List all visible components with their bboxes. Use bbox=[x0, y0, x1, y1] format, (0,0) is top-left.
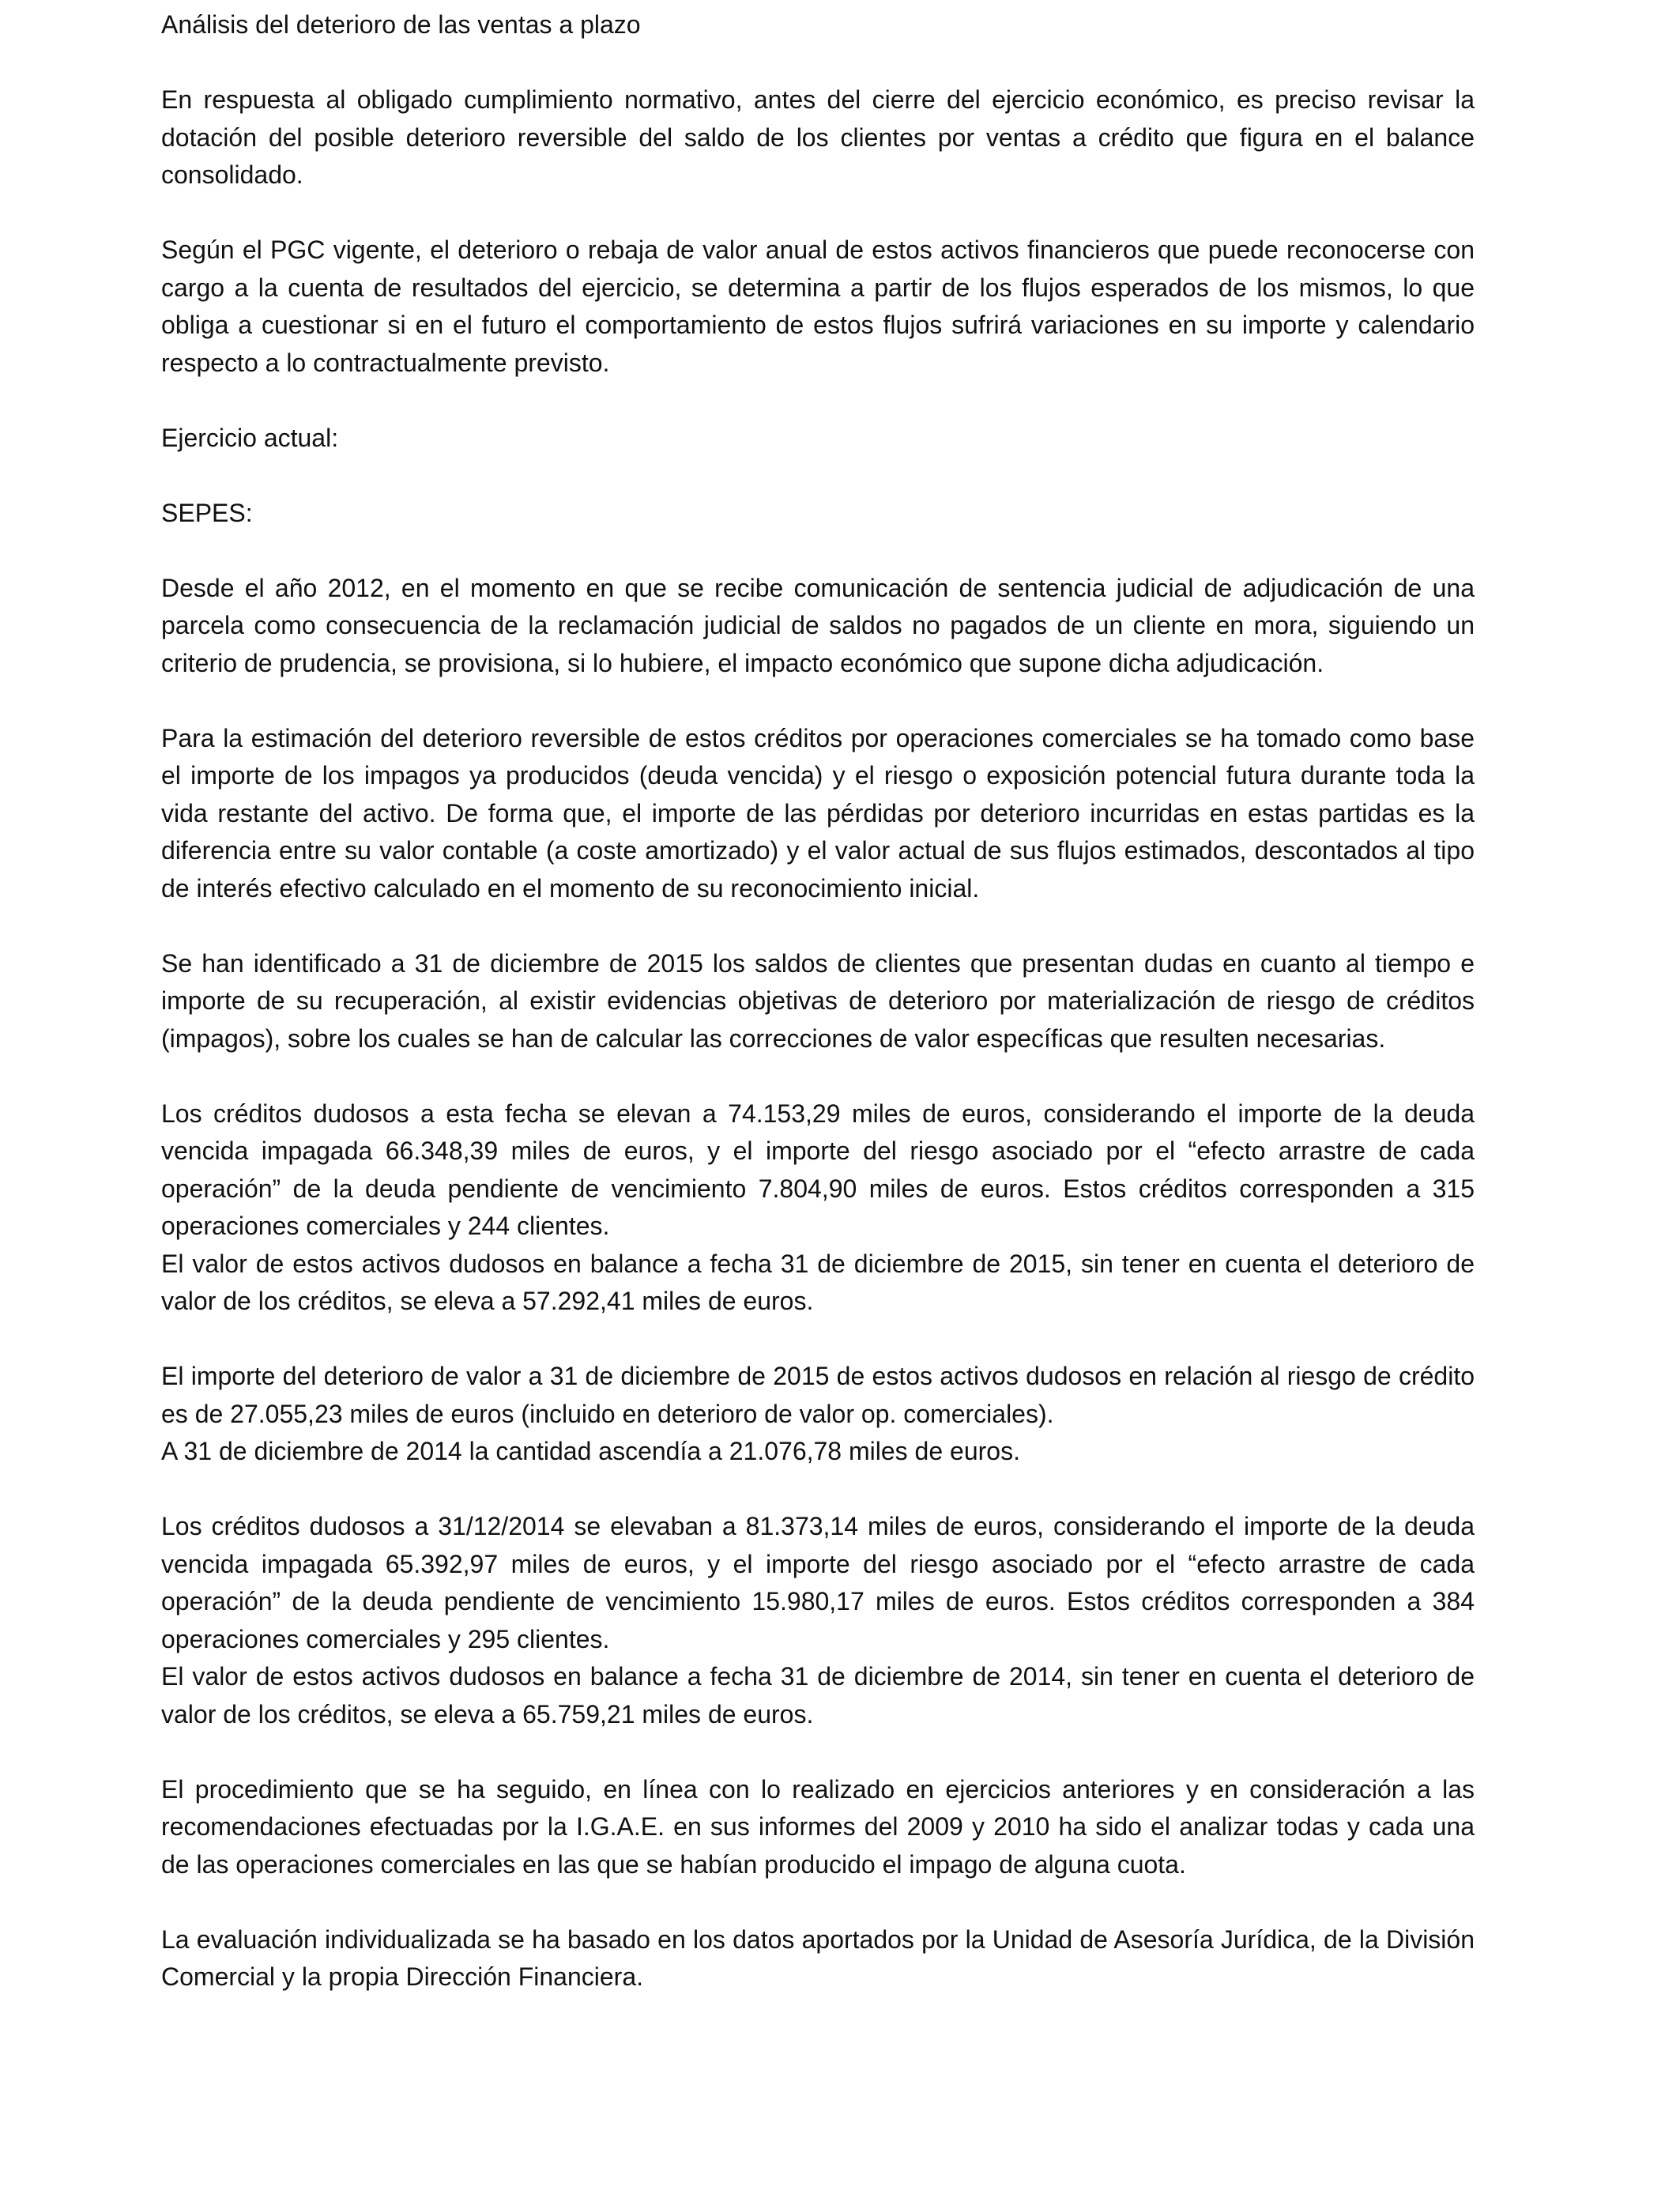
paragraph-spacer bbox=[161, 1057, 1475, 1095]
paragraph-spacer bbox=[161, 382, 1475, 420]
paragraph-spacer bbox=[161, 1321, 1475, 1359]
paragraph-procedimiento: El procedimiento que se ha seguido, en línea con lo realizado en ejercicios anteriores y en consideración a las recomendaciones efectuadas por la I.G.A.E. en sus informes del 2009 y 2010 ha sido el analizar todas y cada una de las operaciones comerciales en las que se habían producido el impago de alguna cuota. bbox=[161, 1774, 1475, 1879]
paragraph-pgc: Según el PGC vigente, el deterioro o rebaja de valor anual de estos activos financieros que puede reconocerse con cargo a la cuenta de resultados del ejercicio, se determina a partir de los flujos esperados de los mismos, lo que obliga a cuestionar si en el futuro el comportamiento de estos flujos sufrirá variaciones en su importe y calendario respecto a lo contractualmente previsto. bbox=[161, 236, 1475, 377]
section-label-sepes: SEPES: bbox=[161, 498, 253, 527]
paragraph-spacer bbox=[161, 682, 1475, 720]
paragraph-creditos-2015: Los créditos dudosos a esta fecha se elevan a 74.153,29 miles de euros, considerando el importe de la deuda vencida impagada 66.348,39 miles de euros, y el importe del riesgo asociado por el “efecto arrastre de cada operación” de la deuda pendiente de vencimiento 7.804,90 miles de euros. Estos créditos corresponden a 315 operaciones comerciales y 244 clientes. bbox=[161, 1099, 1475, 1240]
paragraph-spacer bbox=[161, 1733, 1475, 1771]
paragraph-spacer bbox=[161, 532, 1475, 570]
paragraph-spacer bbox=[161, 44, 1475, 82]
section-label-ejercicio: Ejercicio actual: bbox=[161, 423, 339, 452]
paragraph-spacer bbox=[161, 907, 1475, 945]
paragraph-valor-2014: El valor de estos activos dudosos en balance a fecha 31 de diciembre de 2014, sin tener en cuenta el deterioro de valor de los créditos, se eleva a 65.759,21 miles de euros. bbox=[161, 1662, 1475, 1728]
paragraph-creditos-2014: Los créditos dudosos a 31/12/2014 se elevaban a 81.373,14 miles de euros, considerando el importe de la deuda vencida impagada 65.392,97 miles de euros, y el importe del riesgo asociado por el “efecto arrastre de cada operación” de la deuda pendiente de vencimiento 15.980,17 miles de euros. Estos créditos corresponden a 384 operaciones comerciales y 295 clientes. bbox=[161, 1512, 1475, 1653]
paragraph-deterioro-2015: El importe del deterioro de valor a 31 de diciembre de 2015 de estos activos dudosos en relación al riesgo de crédito es de 27.055,23 miles de euros (incluido en deterioro de valor op. comerciales). bbox=[161, 1362, 1475, 1428]
paragraph-intro: En respuesta al obligado cumplimiento normativo, antes del cierre del ejercicio económico, es preciso revisar la dotación del posible deterioro reversible del saldo de los clientes por ventas a crédito que figura en el balance consolidado. bbox=[161, 85, 1475, 189]
paragraph-adjudicacion: Desde el año 2012, en el momento en que se recibe comunicación de sentencia judicial de adjudicación de una parcela como consecuencia de la reclamación judicial de saldos no pagados de un cliente en mora, siguiendo un criterio de prudencia, se provisiona, si lo hubiere, el impacto económico que supone dicha adjudicación. bbox=[161, 573, 1475, 677]
paragraph-deterioro-2014: A 31 de diciembre de 2014 la cantidad ascendía a 21.076,78 miles de euros. bbox=[161, 1437, 1020, 1465]
paragraph-spacer bbox=[161, 1883, 1475, 1921]
paragraph-evaluacion: La evaluación individualizada se ha basado en los datos aportados por la Unidad de Asesoría Jurídica, de la División Comercial y la propia Dirección Financiera. bbox=[161, 1924, 1475, 1991]
paragraph-spacer bbox=[161, 1471, 1475, 1509]
paragraph-identificacion: Se han identificado a 31 de diciembre de 2015 los saldos de clientes que presentan dudas en cuanto al tiempo e importe de su recuperación, al existir evidencias objetivas de deterioro por materialización de riesgo de créditos (impagos), sobre los cuales se han de calcular las correcciones de valor específicas que resulten necesarias. bbox=[161, 948, 1475, 1053]
paragraph-spacer bbox=[161, 194, 1475, 232]
paragraph-spacer bbox=[161, 457, 1475, 495]
document-title: Análisis del deterioro de las ventas a plazo bbox=[161, 10, 641, 39]
paragraph-estimacion: Para la estimación del deterioro reversible de estos créditos por operaciones comerciales se ha tomado como base el importe de los impagos ya producidos (deuda vencida) y el riesgo o exposición potencial futura durante toda la vida restante del activo. De forma que, el importe de las pérdidas por deterioro incurridas en estas partidas es la diferencia entre su valor contable (a coste amortizado) y el valor actual de sus flujos estimados, descontados al tipo de interés efectivo calculado en el momento de su reconocimiento inicial. bbox=[161, 723, 1475, 903]
paragraph-valor-2015: El valor de estos activos dudosos en balance a fecha 31 de diciembre de 2015, sin tener en cuenta el deterioro de valor de los créditos, se eleva a 57.292,41 miles de euros. bbox=[161, 1249, 1475, 1315]
